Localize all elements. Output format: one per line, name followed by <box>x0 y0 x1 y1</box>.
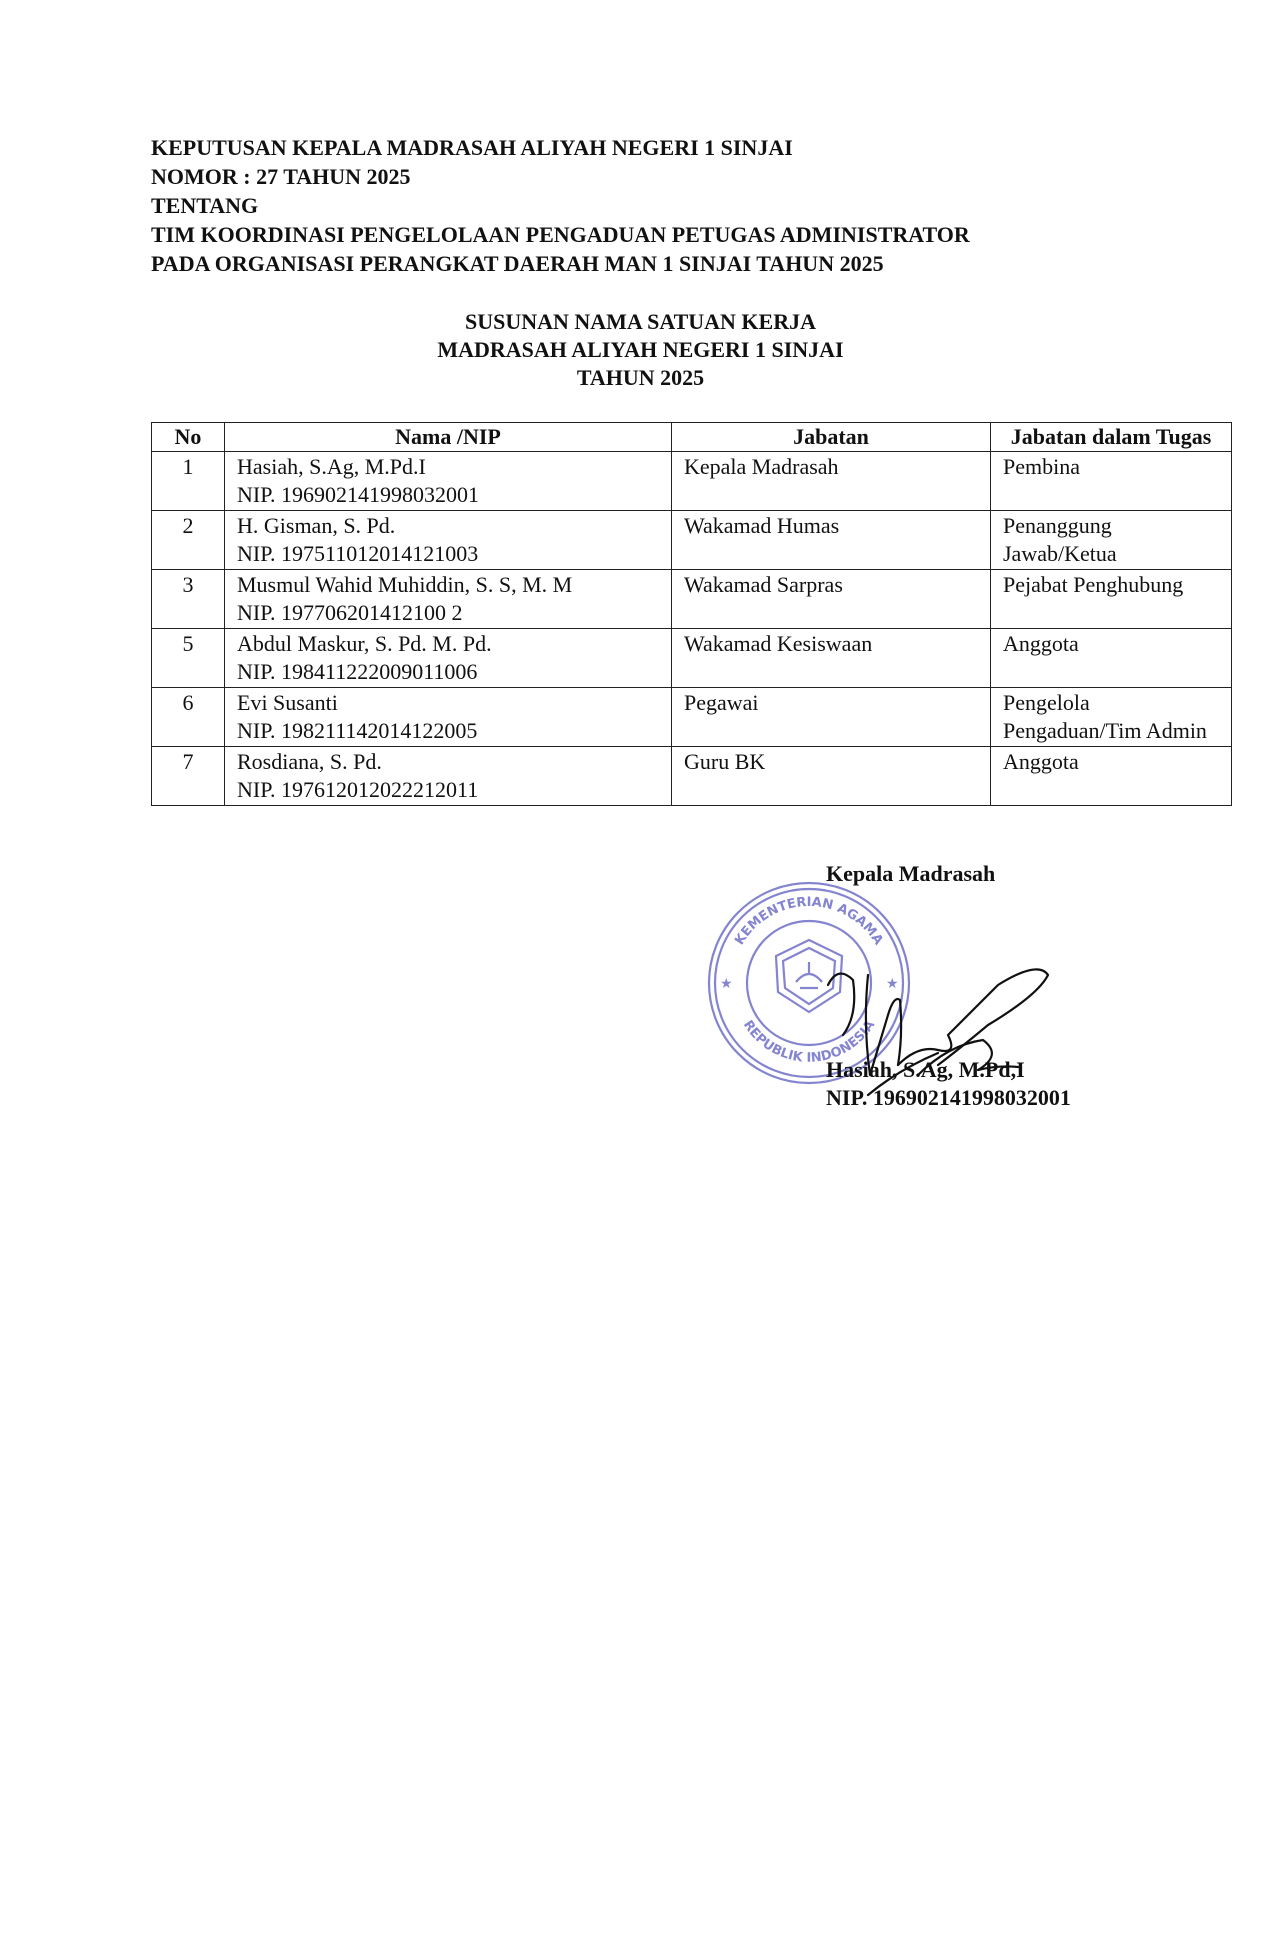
table-row <box>152 452 1232 511</box>
row-jabatan: Pegawai <box>672 688 991 747</box>
table-row <box>152 747 1232 806</box>
row-nip: NIP. 196902141998032001 <box>237 482 480 507</box>
header-nama: Nama /NIP <box>225 423 672 452</box>
signature-nip: NIP. 196902141998032001 <box>826 1085 1071 1110</box>
row-no: 7 <box>152 747 225 806</box>
table-header-row <box>152 423 1232 452</box>
row-jabatan: Kepala Madrasah <box>672 452 991 511</box>
row-nip: NIP. 197612012022212011 <box>237 777 479 802</box>
signature-title: Kepala Madrasah <box>826 861 996 886</box>
row-nama-nip <box>225 629 672 688</box>
table-row <box>152 688 1232 747</box>
table-row <box>152 629 1232 688</box>
row-nip: NIP. 198411222009011006 <box>237 659 478 684</box>
svg-text:★: ★ <box>720 976 733 992</box>
row-nama: H. Gisman, S. Pd. <box>237 513 396 538</box>
row-tugas: Pembina <box>991 452 1232 511</box>
row-tugas: Pengelola Pengaduan/Tim Admin <box>991 688 1232 747</box>
row-no: 5 <box>152 629 225 688</box>
row-tugas: Penanggung Jawab/Ketua <box>991 511 1232 570</box>
table-row <box>152 511 1232 570</box>
subtitle-line-2: MADRASAH ALIYAH NEGERI 1 SINJAI <box>437 337 844 362</box>
row-nip: NIP. 197511012014121003 <box>237 541 479 566</box>
svg-text:★: ★ <box>886 976 899 992</box>
row-nama: Abdul Maskur, S. Pd. M. Pd. <box>237 631 492 656</box>
row-nama: Evi Susanti <box>237 690 338 715</box>
header-line-1: KEPUTUSAN KEPALA MADRASAH ALIYAH NEGERI 1 SINJAI <box>151 135 793 160</box>
row-no: 3 <box>152 570 225 629</box>
header-line-3: TENTANG <box>151 193 259 218</box>
header-line-2: NOMOR : 27 TAHUN 2025 <box>151 164 411 189</box>
row-nama: Rosdiana, S. Pd. <box>237 749 382 774</box>
member-table <box>151 422 1232 806</box>
table-title <box>151 308 1130 392</box>
header-line-4: TIM KOORDINASI PENGELOLAAN PENGADUAN PETUGAS ADMINISTRATOR <box>151 222 970 247</box>
row-nama-nip <box>225 511 672 570</box>
row-jabatan: Wakamad Kesiswaan <box>672 629 991 688</box>
row-nama-nip <box>225 452 672 511</box>
svg-text:KEMENTERIAN AGAMA: KEMENTERIAN AGAMA <box>732 894 886 948</box>
row-nama-nip <box>225 688 672 747</box>
signature-name: Hasiah, S.Ag, M.Pd,I <box>826 1057 1025 1082</box>
row-jabatan: Guru BK <box>672 747 991 806</box>
header-no: No <box>152 423 225 452</box>
row-tugas: Anggota <box>991 747 1232 806</box>
header-tugas: Jabatan dalam Tugas <box>991 423 1232 452</box>
header-jabatan: Jabatan <box>672 423 991 452</box>
subtitle-line-3: TAHUN 2025 <box>576 365 705 390</box>
row-no: 2 <box>152 511 225 570</box>
row-tugas: Pejabat Penghubung <box>991 570 1232 629</box>
row-no: 1 <box>152 452 225 511</box>
row-nama-nip <box>225 747 672 806</box>
row-nama-nip <box>225 570 672 629</box>
document-header <box>151 133 970 278</box>
row-nama: Hasiah, S.Ag, M.Pd.I <box>237 454 426 479</box>
row-no: 6 <box>152 688 225 747</box>
row-nip: NIP. 198211142014122005 <box>237 718 478 743</box>
row-tugas: Anggota <box>991 629 1232 688</box>
header-line-5: PADA ORGANISASI PERANGKAT DAERAH MAN 1 SINJAI TAHUN 2025 <box>151 251 884 276</box>
signature-block <box>826 860 1071 1112</box>
row-jabatan: Wakamad Sarpras <box>672 570 991 629</box>
row-jabatan: Wakamad Humas <box>672 511 991 570</box>
row-nama: Musmul Wahid Muhiddin, S. S, M. M <box>237 572 573 597</box>
subtitle-line-1: SUSUNAN NAMA SATUAN KERJA <box>464 309 816 334</box>
table-row <box>152 570 1232 629</box>
svg-text:REPUBLIK INDONESIA: REPUBLIK INDONESIA <box>739 1017 879 1066</box>
row-nip: NIP. 197706201412100 2 <box>237 600 463 625</box>
